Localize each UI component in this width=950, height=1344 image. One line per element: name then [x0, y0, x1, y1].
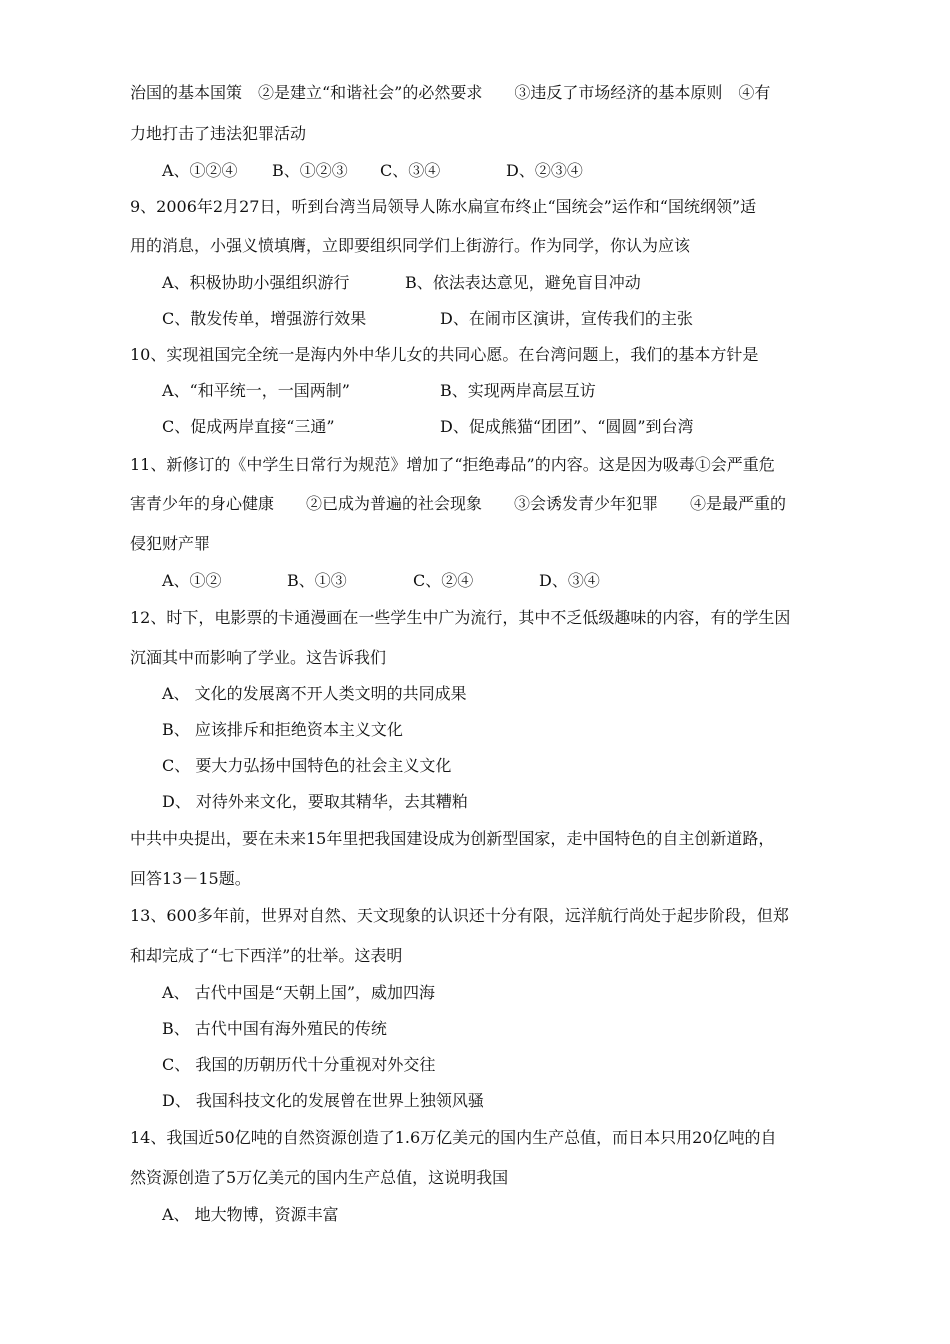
q11-text-line-1: 11、新修订的《中学生日常行为规范》增加了“拒绝毒品”的内容。这是因为吸毒①会严重危 [130, 455, 775, 474]
q12-option-d: D、 对待外来文化，要取其精华，去其糟粕 [162, 792, 468, 811]
q8-text-line-1: 治国的基本国策 ②是建立“和谐社会”的必然要求 ③违反了市场经济的基本原则 ④有 [130, 83, 771, 102]
section-intro-line-2: 回答13－15题。 [130, 869, 251, 888]
q11-text-line-2: 害青少年的身心健康 ②已成为普遍的社会现象 ③会诱发青少年犯罪 ④是最严重的 [130, 494, 787, 513]
q12-option-c: C、 要大力弘扬中国特色的社会主义文化 [162, 756, 452, 775]
q8-option-d: D、②③④ [506, 161, 583, 180]
q8-option-b: B、①②③ [272, 161, 348, 180]
q10-option-d: D、促成熊猫“团团”、“圆圆”到台湾 [440, 417, 694, 436]
q13-option-c: C、 我国的历朝历代十分重视对外交往 [162, 1055, 436, 1074]
q8-option-c: C、③④ [380, 161, 441, 180]
q9-option-c: C、散发传单，增强游行效果 [162, 309, 367, 328]
q13-option-d: D、 我国科技文化的发展曾在世界上独领风骚 [162, 1091, 484, 1110]
section-intro-line-1: 中共中央提出，要在未来15年里把我国建设成为创新型国家，走中国特色的自主创新道路， [130, 829, 775, 848]
q8-text-line-2: 力地打击了违法犯罪活动 [130, 124, 307, 143]
q9-option-d: D、在闹市区演讲，宣传我们的主张 [440, 309, 693, 328]
q10-text: 10、实现祖国完全统一是海内外中华儿女的共同心愿。在台湾问题上，我们的基本方针是 [130, 345, 759, 364]
q9-option-b: B、依法表达意见，避免盲目冲动 [405, 273, 641, 292]
q12-text-line-2: 沉湎其中而影响了学业。这告诉我们 [130, 648, 387, 667]
q12-option-a: A、 文化的发展离不开人类文明的共同成果 [162, 684, 467, 703]
q14-text-line-2: 然资源创造了5万亿美元的国内生产总值，这说明我国 [130, 1168, 509, 1187]
q13-option-b: B、 古代中国有海外殖民的传统 [162, 1019, 387, 1038]
q11-option-d: D、③④ [539, 571, 600, 590]
q12-text-line-1: 12、时下，电影票的卡通漫画在一些学生中广为流行，其中不乏低级趣味的内容，有的学生因 [130, 608, 791, 627]
q11-option-c: C、②④ [413, 571, 474, 590]
q14-text-line-1: 14、我国近50亿吨的自然资源创造了1.6万亿美元的国内生产总值，而日本只用20亿吨的自 [130, 1128, 777, 1147]
q10-option-b: B、实现两岸高层互访 [440, 381, 596, 400]
q14-option-a: A、 地大物博，资源丰富 [162, 1205, 339, 1224]
q9-option-a: A、积极协助小强组织游行 [162, 273, 350, 292]
q10-option-c: C、促成两岸直接“三通” [162, 417, 335, 436]
q12-option-b: B、 应该排斥和拒绝资本主义文化 [162, 720, 403, 739]
q9-text-line-2: 用的消息，小强义愤填膺，立即要组织同学们上街游行。作为同学，你认为应该 [130, 236, 691, 255]
q11-option-a: A、①② [162, 571, 222, 590]
q13-text-line-1: 13、600多年前，世界对自然、天文现象的认识还十分有限，远洋航行尚处于起步阶段，但郑 [130, 906, 789, 925]
q10-option-a: A、“和平统一，一国两制” [162, 381, 350, 400]
q9-text-line-1: 9、2006年2月27日，听到台湾当局领导人陈水扁宣布终止“国统会”运作和“国统纲领”适 [130, 197, 757, 216]
q11-option-b: B、①③ [287, 571, 347, 590]
q13-option-a: A、 古代中国是“天朝上国”，威加四海 [162, 983, 436, 1002]
q11-text-line-3: 侵犯财产罪 [130, 534, 211, 553]
q8-option-a: A、①②④ [162, 161, 238, 180]
q13-text-line-2: 和却完成了“七下西洋”的壮举。这表明 [130, 946, 403, 965]
